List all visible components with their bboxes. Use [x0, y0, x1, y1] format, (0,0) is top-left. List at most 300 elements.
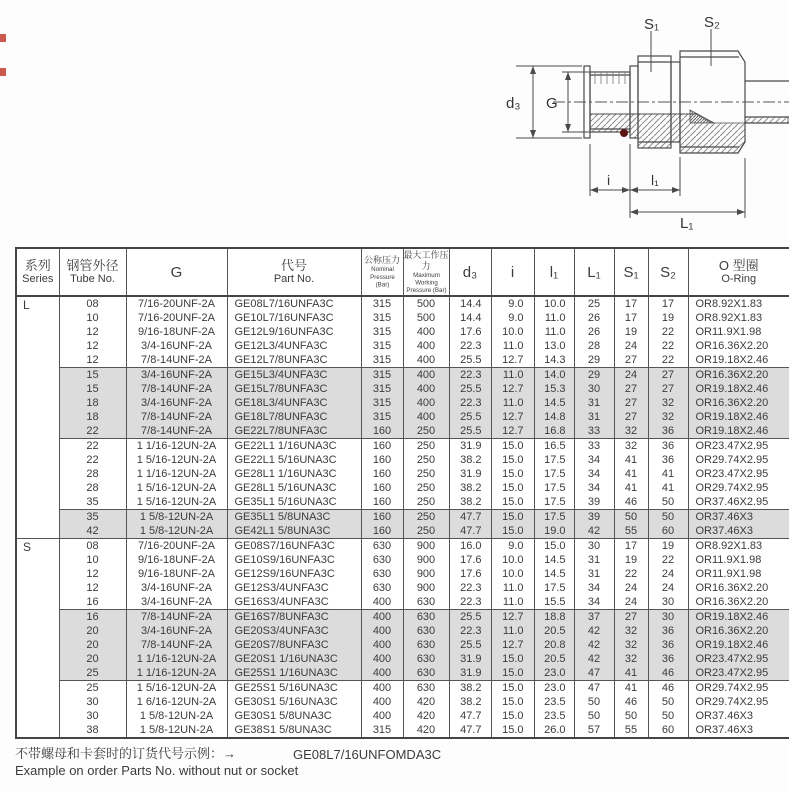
col-L1: L₁ [574, 248, 614, 296]
cell: 900 [403, 567, 449, 581]
cell: 22 [648, 339, 688, 353]
cell: 32 [648, 410, 688, 424]
cell: 15.0 [491, 695, 534, 709]
cell: 160 [361, 467, 403, 481]
cell: GE15L3/4UNFA3C [227, 368, 361, 383]
cell: OR37.46X3 [688, 723, 789, 738]
cell: 27 [614, 382, 648, 396]
col-i: i [491, 248, 534, 296]
table-row [16, 652, 789, 666]
cell: 3/4-16UNF-2A [126, 339, 227, 353]
cell: 14.5 [534, 396, 574, 410]
table-row [16, 353, 789, 368]
cell: OR11.9X1.98 [688, 567, 789, 581]
cell: 1 5/8-12UN-2A [126, 709, 227, 723]
cell: 23.0 [534, 681, 574, 696]
cell: 250 [403, 481, 449, 495]
cell: 27 [614, 410, 648, 424]
cell: 400 [361, 681, 403, 696]
cell: 7/8-14UNF-2A [126, 638, 227, 652]
cell: 15.5 [534, 595, 574, 610]
cell: 38.2 [449, 681, 491, 696]
table-row [16, 539, 789, 554]
cell: 55 [614, 723, 648, 738]
cell: 1 5/16-12UN-2A [126, 681, 227, 696]
cell: 18 [59, 396, 126, 410]
cell: GE08L7/16UNFA3C [227, 296, 361, 311]
table-row [16, 723, 789, 738]
cell: 15.0 [491, 481, 534, 495]
cell: OR8.92X1.83 [688, 311, 789, 325]
cell: 12.7 [491, 424, 534, 439]
cell: 41 [614, 481, 648, 495]
cell: 31 [574, 396, 614, 410]
cell: 30 [648, 610, 688, 625]
table-row [16, 481, 789, 495]
cell: 57 [574, 723, 614, 738]
cell: 26 [574, 311, 614, 325]
cell: 400 [361, 595, 403, 610]
series-label: S [16, 539, 59, 739]
cell: 22 [59, 424, 126, 439]
cell: 32 [614, 638, 648, 652]
cell: 315 [361, 296, 403, 311]
cell: GE30S1 5/16UNA3C [227, 695, 361, 709]
label-l1: l₁ [651, 172, 659, 188]
cell: 630 [403, 638, 449, 652]
cell: 11.0 [491, 339, 534, 353]
cell: 400 [403, 396, 449, 410]
cell: 400 [403, 368, 449, 383]
table-row [16, 610, 789, 625]
cell: 35 [59, 495, 126, 510]
cell: 11.0 [491, 368, 534, 383]
cell: 315 [361, 723, 403, 738]
cell: 315 [361, 368, 403, 383]
cell: GE20S1 1/16UNA3C [227, 652, 361, 666]
cell: 24 [614, 595, 648, 610]
cell: 15.0 [491, 467, 534, 481]
cell: 7/16-20UNF-2A [126, 311, 227, 325]
cell: 47.7 [449, 510, 491, 525]
cell: 28 [574, 339, 614, 353]
cell: 27 [614, 396, 648, 410]
cell: 11.0 [534, 311, 574, 325]
cell: 17.5 [534, 495, 574, 510]
cell: 25 [59, 681, 126, 696]
table-row [16, 439, 789, 454]
label-i: i [607, 172, 611, 188]
cell: 31 [574, 410, 614, 424]
cell: 15.0 [491, 453, 534, 467]
table-row [16, 595, 789, 610]
table-row [16, 311, 789, 325]
cell: 400 [403, 382, 449, 396]
cell: 16.8 [534, 424, 574, 439]
col-s2: S₂ [648, 248, 688, 296]
col-series: 系列 Series [16, 248, 59, 296]
cell: 315 [361, 325, 403, 339]
table-row [16, 467, 789, 481]
cell: 15.0 [491, 524, 534, 539]
cell: 315 [361, 410, 403, 424]
cell: 22 [59, 453, 126, 467]
cell: OR16.36X2.20 [688, 624, 789, 638]
cell: 14.0 [534, 368, 574, 383]
cell: 28 [59, 467, 126, 481]
cell: OR37.46X3 [688, 510, 789, 525]
cell: 16.5 [534, 439, 574, 454]
table-row [16, 553, 789, 567]
cell: 30 [59, 709, 126, 723]
cell: 315 [361, 353, 403, 368]
cell: 42 [59, 524, 126, 539]
cell: 630 [403, 610, 449, 625]
col-part: 代号 Part No. [227, 248, 361, 296]
cell: 25.5 [449, 410, 491, 424]
cell: 12 [59, 567, 126, 581]
cell: 160 [361, 481, 403, 495]
cell: 38.2 [449, 695, 491, 709]
cell: 12 [59, 353, 126, 368]
table-row [16, 410, 789, 424]
cell: 10 [59, 311, 126, 325]
cell: 400 [403, 325, 449, 339]
cell: 15.0 [491, 723, 534, 738]
table-body [16, 296, 789, 738]
cell: 315 [361, 339, 403, 353]
cell: 13.0 [534, 339, 574, 353]
cell: 1 5/8-12UN-2A [126, 723, 227, 738]
cell: 12.7 [491, 382, 534, 396]
table-row [16, 624, 789, 638]
cell: GE22L1 1/16UNA3C [227, 439, 361, 454]
cell: 36 [648, 652, 688, 666]
cell: 15.3 [534, 382, 574, 396]
cell: 47 [574, 666, 614, 681]
cell: 34 [574, 481, 614, 495]
cell: 20.5 [534, 652, 574, 666]
cell: 15.0 [491, 495, 534, 510]
cell: 35 [59, 510, 126, 525]
cell: 160 [361, 439, 403, 454]
cell: 10.0 [491, 553, 534, 567]
cell: 160 [361, 424, 403, 439]
table-row [16, 382, 789, 396]
col-s1: S₁ [614, 248, 648, 296]
label-s2: S₂ [704, 14, 720, 31]
cell: 34 [574, 595, 614, 610]
cell: 630 [403, 595, 449, 610]
cell: 34 [574, 453, 614, 467]
cell: 250 [403, 439, 449, 454]
parts-table [15, 247, 789, 739]
cell: 9/16-18UNF-2A [126, 567, 227, 581]
table-header [16, 248, 789, 296]
cell: 32 [614, 624, 648, 638]
cell: 400 [403, 339, 449, 353]
cell: 7/8-14UNF-2A [126, 610, 227, 625]
table-row [16, 296, 789, 311]
cell: 34 [574, 581, 614, 595]
cell: 7/8-14UNF-2A [126, 353, 227, 368]
cell: 15 [59, 382, 126, 396]
cell: 1 5/8-12UN-2A [126, 524, 227, 539]
cell: 17 [614, 296, 648, 311]
table-row [16, 581, 789, 595]
cell: 23.5 [534, 709, 574, 723]
cell: 38.2 [449, 453, 491, 467]
cell: GE12L3/4UNFA3C [227, 339, 361, 353]
cell: OR16.36X2.20 [688, 339, 789, 353]
label-d3: d₃ [506, 95, 521, 112]
cell: GE38S1 5/8UNA3C [227, 723, 361, 738]
cell: 1 5/8-12UN-2A [126, 510, 227, 525]
cell: OR11.9X1.98 [688, 553, 789, 567]
cell: 50 [648, 709, 688, 723]
cell: 315 [361, 311, 403, 325]
col-oring: O 型圈 O-Ring [688, 248, 789, 296]
cell: 15.0 [491, 439, 534, 454]
table-row [16, 339, 789, 353]
cell: 400 [361, 638, 403, 652]
cell: 11.0 [534, 325, 574, 339]
table-row [16, 638, 789, 652]
cell: 24 [614, 368, 648, 383]
cell: 26.0 [534, 723, 574, 738]
cell: 34 [574, 467, 614, 481]
cell: 08 [59, 539, 126, 554]
cell: 3/4-16UNF-2A [126, 368, 227, 383]
cell: 7/8-14UNF-2A [126, 410, 227, 424]
cell: 17.6 [449, 553, 491, 567]
cell: 29 [574, 353, 614, 368]
cell: 17.6 [449, 325, 491, 339]
cell: 400 [361, 666, 403, 681]
cell: 17.5 [534, 481, 574, 495]
cell: 25 [59, 666, 126, 681]
cell: OR16.36X2.20 [688, 581, 789, 595]
cell: 46 [648, 681, 688, 696]
cell: 3/4-16UNF-2A [126, 396, 227, 410]
cell: 9/16-18UNF-2A [126, 325, 227, 339]
order-example-part-no: GE08L7/16UNFOMDA3C [293, 747, 442, 762]
cell: GE25S1 1/16UNA3C [227, 666, 361, 681]
cell: 14.8 [534, 410, 574, 424]
cell: 900 [403, 553, 449, 567]
cell: OR16.36X2.20 [688, 368, 789, 383]
cell: 25.5 [449, 382, 491, 396]
cell: GE28L1 1/16UNA3C [227, 467, 361, 481]
cell: 25.5 [449, 424, 491, 439]
cell: 420 [403, 695, 449, 709]
cell: 31.9 [449, 666, 491, 681]
cell: 10.0 [491, 567, 534, 581]
cell: 22 [614, 567, 648, 581]
cell: 14.4 [449, 296, 491, 311]
cell: 1 1/16-12UN-2A [126, 467, 227, 481]
cell: 50 [574, 695, 614, 709]
cell: 400 [361, 610, 403, 625]
col-g: G [126, 248, 227, 296]
cell: 160 [361, 510, 403, 525]
cell: 19 [648, 311, 688, 325]
table-row [16, 666, 789, 681]
cell: 11.0 [491, 396, 534, 410]
cell: 27 [648, 382, 688, 396]
cell: OR19.18X2.46 [688, 382, 789, 396]
cell: 7/8-14UNF-2A [126, 382, 227, 396]
cell: 11.0 [491, 624, 534, 638]
cell: 15.0 [491, 510, 534, 525]
cell: 1 5/16-12UN-2A [126, 481, 227, 495]
cell: 315 [361, 382, 403, 396]
cell: 630 [403, 652, 449, 666]
cell: 1 1/16-12UN-2A [126, 652, 227, 666]
cell: 20.5 [534, 624, 574, 638]
cell: 36 [648, 453, 688, 467]
cell: 46 [614, 495, 648, 510]
cell: 27 [614, 353, 648, 368]
cell: 630 [361, 539, 403, 554]
cell: 39 [574, 510, 614, 525]
cell: GE12S9/16UNFA3C [227, 567, 361, 581]
cell: 17.5 [534, 453, 574, 467]
cell: 42 [574, 524, 614, 539]
cell: 15.0 [534, 539, 574, 554]
cell: 19 [614, 553, 648, 567]
cell: OR29.74X2.95 [688, 453, 789, 467]
cell: 33 [574, 424, 614, 439]
cell: 46 [648, 666, 688, 681]
cell: 16 [59, 610, 126, 625]
cell: 17.6 [449, 567, 491, 581]
table-row [16, 325, 789, 339]
cell: OR19.18X2.46 [688, 610, 789, 625]
table-row [16, 453, 789, 467]
col-d3: d₃ [449, 248, 491, 296]
cell: 42 [574, 652, 614, 666]
print-mark [0, 68, 6, 76]
cell: GE30S1 5/8UNA3C [227, 709, 361, 723]
cell: GE22L7/8UNFA3C [227, 424, 361, 439]
cell: GE20S7/8UNFA3C [227, 638, 361, 652]
cell: 1 5/16-12UN-2A [126, 453, 227, 467]
cell: 1 5/16-12UN-2A [126, 495, 227, 510]
cell: 14.3 [534, 353, 574, 368]
cell: 46 [614, 695, 648, 709]
cell: 28 [59, 481, 126, 495]
cell: 12.7 [491, 638, 534, 652]
cell: 22.3 [449, 396, 491, 410]
cell: 36 [648, 424, 688, 439]
table-row [16, 709, 789, 723]
cell: 10.0 [534, 296, 574, 311]
cell: 3/4-16UNF-2A [126, 624, 227, 638]
col-tube: 钢管外径 Tube No. [59, 248, 126, 296]
cell: 250 [403, 495, 449, 510]
cell: 9.0 [491, 539, 534, 554]
cell: 14.5 [534, 567, 574, 581]
cell: GE35L1 5/8UNA3C [227, 510, 361, 525]
cell: 22.3 [449, 595, 491, 610]
cell: 14.5 [534, 553, 574, 567]
cell: 630 [361, 581, 403, 595]
cell: 630 [361, 567, 403, 581]
cell: 900 [403, 581, 449, 595]
cell: OR29.74X2.95 [688, 481, 789, 495]
cell: 27 [648, 368, 688, 383]
cell: 15.0 [491, 652, 534, 666]
cell: OR37.46X3 [688, 524, 789, 539]
oring-dot [620, 129, 628, 137]
cell: 11.0 [491, 581, 534, 595]
col-max-pressure: 最大工作压力 Maximum Working Pressure (Bar) [403, 248, 449, 296]
cell: 1 1/16-12UN-2A [126, 666, 227, 681]
cell: GE12S3/4UNFA3C [227, 581, 361, 595]
cell: 7/16-20UNF-2A [126, 296, 227, 311]
cell: 41 [648, 481, 688, 495]
cell: OR23.47X2.95 [688, 652, 789, 666]
cell: 25.5 [449, 353, 491, 368]
cell: 10 [59, 553, 126, 567]
cell: 50 [614, 709, 648, 723]
cell: 160 [361, 524, 403, 539]
order-example-label-zh: 不带螺母和卡套时的订货代号示例：→ [15, 746, 237, 761]
cell: 160 [361, 453, 403, 467]
thread-ticks [595, 72, 625, 84]
cell: 500 [403, 296, 449, 311]
cell: 630 [403, 681, 449, 696]
cell: 250 [403, 424, 449, 439]
cell: 12.7 [491, 410, 534, 424]
cell: GE20S3/4UNFA3C [227, 624, 361, 638]
cell: 9.0 [491, 296, 534, 311]
cell: 420 [403, 709, 449, 723]
cell: 25.5 [449, 638, 491, 652]
cell: 420 [403, 723, 449, 738]
table-row [16, 510, 789, 525]
cell: 42 [574, 638, 614, 652]
cell: 41 [648, 467, 688, 481]
cell: 400 [361, 652, 403, 666]
cell: 32 [648, 396, 688, 410]
cell: 41 [614, 681, 648, 696]
cell: OR8.92X1.83 [688, 296, 789, 311]
cell: 630 [403, 666, 449, 681]
cell: 250 [403, 524, 449, 539]
cell: OR16.36X2.20 [688, 396, 789, 410]
cell: 22 [648, 353, 688, 368]
cell: GE18L7/8UNFA3C [227, 410, 361, 424]
table-row [16, 681, 789, 696]
cell: 10.0 [491, 325, 534, 339]
cell: 17.5 [534, 581, 574, 595]
table-row [16, 368, 789, 383]
cell: 47.7 [449, 524, 491, 539]
cell: OR11.9X1.98 [688, 325, 789, 339]
cell: 18.8 [534, 610, 574, 625]
cell: 15.0 [491, 709, 534, 723]
cell: 20.8 [534, 638, 574, 652]
cell: GE08S7/16UNFA3C [227, 539, 361, 554]
cell: 50 [574, 709, 614, 723]
cell: 36 [648, 624, 688, 638]
cell: OR19.18X2.46 [688, 424, 789, 439]
cell: 30 [574, 539, 614, 554]
cell: 42 [574, 624, 614, 638]
cell: GE10S9/16UNFA3C [227, 553, 361, 567]
